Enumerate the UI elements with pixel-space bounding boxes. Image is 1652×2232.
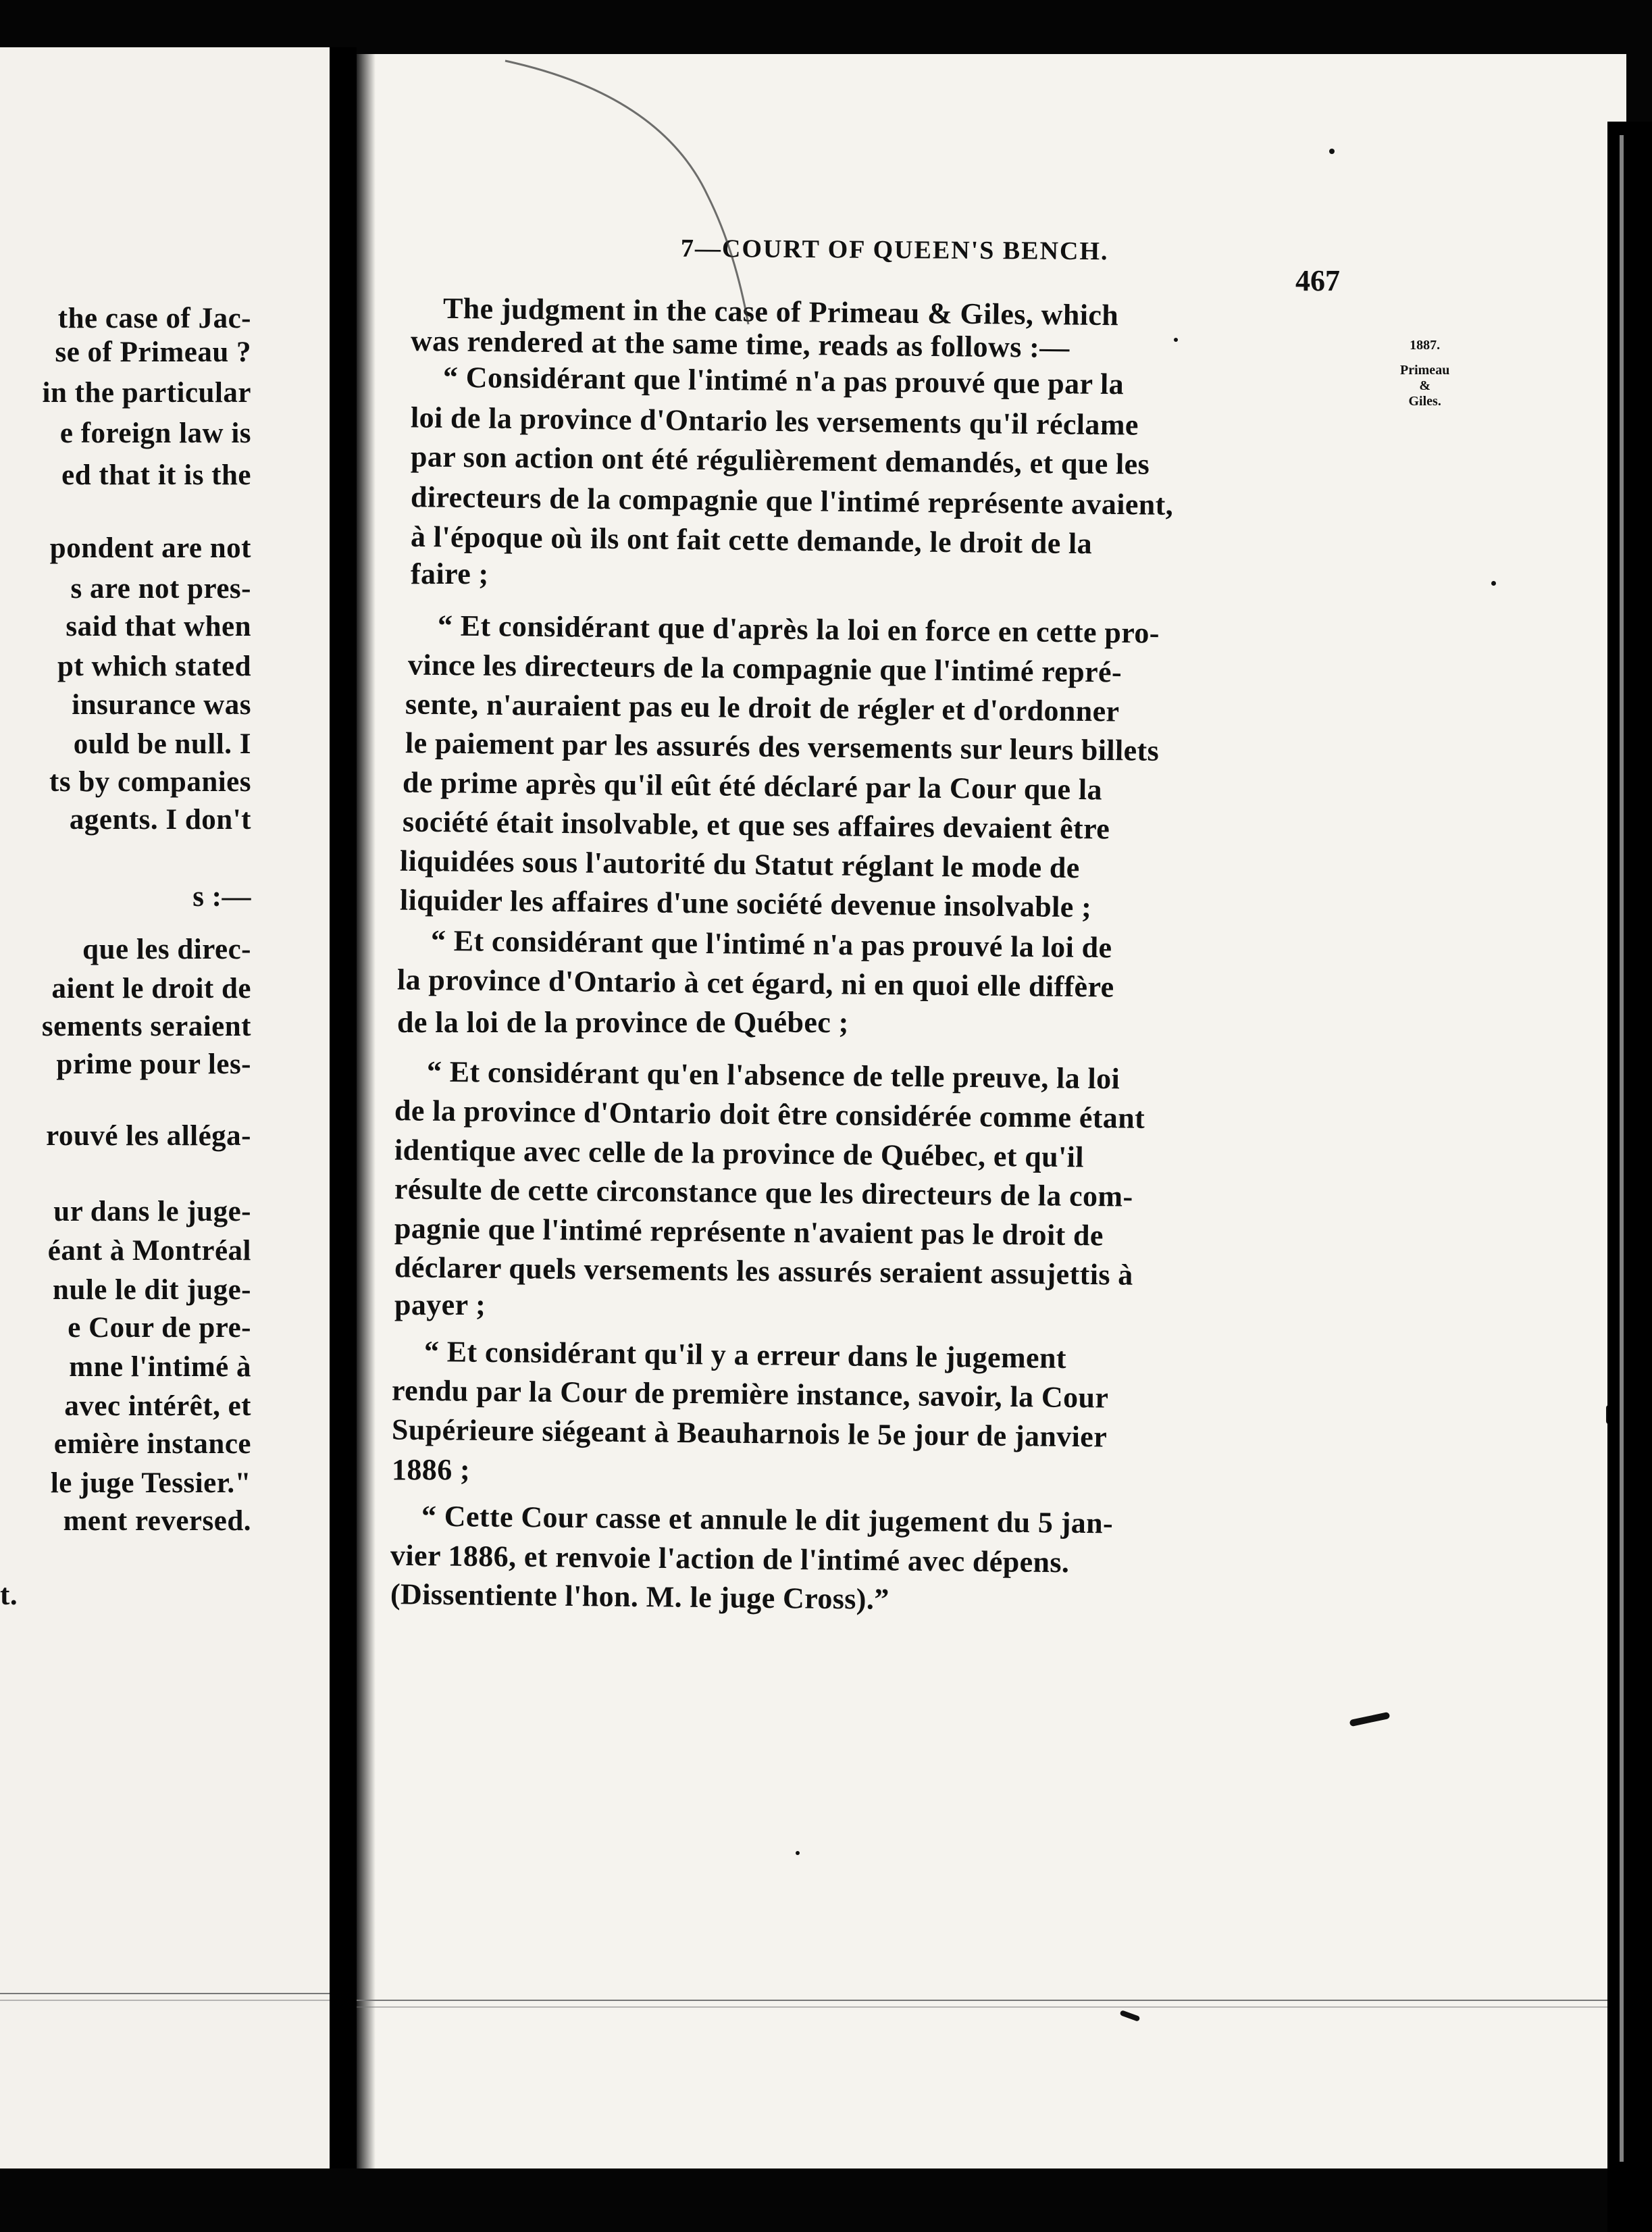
bottom-rule bbox=[357, 2000, 1626, 2001]
body-line: loi de la province d'Ontario les versements qu'il réclame bbox=[410, 401, 1139, 442]
left-line: ts by companies bbox=[49, 766, 251, 798]
left-line: agents. I don't bbox=[69, 804, 251, 836]
bottom-rule bbox=[357, 2006, 1626, 2008]
left-line: insurance was bbox=[72, 689, 251, 721]
body-line: de prime après qu'il eût été déclaré par la Cour que la bbox=[402, 765, 1103, 807]
pencil-stroke bbox=[492, 54, 829, 338]
body-line: de la province d'Ontario doit être considérée comme étant bbox=[394, 1094, 1145, 1135]
body-line: rendu par la Cour de première instance, savoir, la Cour bbox=[391, 1373, 1109, 1415]
left-line: the case of Jac- bbox=[57, 303, 251, 334]
scan-speck bbox=[1349, 1712, 1391, 1727]
body-line: société était insolvable, et que ses affaires devaient être bbox=[402, 805, 1110, 846]
body-line: “ Cette Cour casse et annule le dit jugement du 5 jan- bbox=[421, 1499, 1114, 1540]
body-line: “ Et considérant que l'intimé n'a pas prouvé la loi de bbox=[430, 923, 1112, 965]
scan-speck bbox=[1174, 338, 1178, 342]
left-line: se of Primeau ? bbox=[55, 336, 251, 368]
body-line: à l'époque où ils ont fait cette demande, le droit de la bbox=[410, 519, 1093, 561]
gutter bbox=[330, 47, 357, 2168]
body-line: (Dissentiente l'hon. M. le juge Cross).” bbox=[390, 1577, 889, 1616]
scan-speck bbox=[1491, 581, 1496, 586]
left-line: pt which stated bbox=[57, 651, 251, 682]
left-line: prime pour les- bbox=[56, 1048, 251, 1080]
body-line: le paiement par les assurés des versements sur leurs billets bbox=[405, 726, 1160, 767]
running-title: 7—COURT OF QUEEN'S BENCH. bbox=[680, 234, 1109, 266]
left-line: pondent are not bbox=[49, 532, 251, 564]
body-line: sente, n'auraient pas eu le droit de régler et d'ordonner bbox=[405, 687, 1120, 728]
body-line: identique avec celle de la province de Québec, et qu'il bbox=[394, 1133, 1085, 1174]
bottom-rule bbox=[0, 2000, 338, 2001]
left-line: éant à Montréal bbox=[47, 1235, 251, 1267]
left-line: que les direc- bbox=[82, 934, 251, 965]
left-line: rouvé les alléga- bbox=[46, 1120, 251, 1152]
body-line: was rendered at the same time, reads as follows :— bbox=[410, 324, 1070, 365]
left-line: ould be null. I bbox=[73, 728, 251, 760]
left-line: aient le droit de bbox=[51, 973, 251, 1005]
left-line: e foreign law is bbox=[59, 417, 251, 449]
scan-speck bbox=[1120, 2010, 1141, 2022]
body-line: “ Et considérant qu'il y a erreur dans le jugement bbox=[423, 1335, 1067, 1375]
left-line: ment reversed. bbox=[63, 1505, 251, 1537]
left-line: avec intérêt, et bbox=[64, 1390, 251, 1422]
page-edge bbox=[1607, 122, 1652, 2232]
body-line: vince les directeurs de la compagnie que l'intimé repré- bbox=[407, 648, 1122, 689]
body-line: payer ; bbox=[394, 1288, 486, 1321]
body-line: vier 1886, et renvoie l'action de l'intimé avec dépens. bbox=[390, 1538, 1070, 1579]
margin-note-party: Giles. bbox=[1408, 394, 1441, 409]
body-line: directeurs de la compagnie que l'intimé représente avaient, bbox=[410, 480, 1174, 522]
body-line: résulte de cette circonstance que les directeurs de la com- bbox=[394, 1172, 1133, 1213]
left-line: ed that it is the bbox=[61, 459, 251, 491]
body-line: “ Et considérant qu'en l'absence de telle preuve, la loi bbox=[426, 1055, 1120, 1096]
left-line: e Cour de pre- bbox=[68, 1312, 251, 1344]
body-line: déclarer quels versements les assurés seraient assujettis à bbox=[394, 1250, 1133, 1292]
left-line: nule le dit juge- bbox=[53, 1274, 251, 1306]
body-line: 1886 ; bbox=[392, 1453, 471, 1486]
body-line: par son action ont été régulièrement demandés, et que les bbox=[410, 440, 1150, 481]
left-line: emière instance bbox=[53, 1428, 251, 1460]
margin-note-party: Primeau bbox=[1400, 363, 1450, 378]
body-line: “ Considérant que l'intimé n'a pas prouvé que par la bbox=[442, 360, 1125, 401]
scan-speck bbox=[796, 1851, 800, 1855]
margin-note-ampersand: & bbox=[1419, 378, 1430, 393]
left-line: s are not pres- bbox=[70, 573, 251, 605]
left-line: said that when bbox=[66, 611, 251, 642]
body-line: pagnie que l'intimé représente n'avaient pas le droit de bbox=[394, 1211, 1104, 1252]
margin-note bbox=[1400, 338, 1449, 409]
left-page-fragment bbox=[0, 47, 338, 2168]
left-line: sements seraient bbox=[41, 1011, 251, 1042]
left-line: t. bbox=[0, 1579, 18, 1611]
right-page bbox=[357, 54, 1626, 2168]
scan-speck bbox=[1329, 149, 1335, 154]
left-line: in the particular bbox=[42, 377, 251, 409]
body-line: The judgment in the case of Primeau & Giles, which bbox=[442, 291, 1119, 332]
left-line: s :— bbox=[192, 881, 251, 913]
body-line: liquidées sous l'autorité du Statut réglant le mode de bbox=[399, 844, 1080, 885]
page-number: 467 bbox=[1295, 264, 1340, 297]
body-line: liquider les affaires d'une société devenue insolvable ; bbox=[399, 883, 1092, 924]
page-edge-line bbox=[1620, 135, 1624, 2162]
body-line: de la loi de la province de Québec ; bbox=[397, 1006, 849, 1039]
body-line: Supérieure siégeant à Beauharnois le 5e jour de janvier bbox=[391, 1413, 1108, 1454]
margin-note-year: 1887. bbox=[1410, 338, 1441, 353]
left-line: ur dans le juge- bbox=[53, 1196, 251, 1227]
body-line: “ Et considérant que d'après la loi en force en cette pro- bbox=[437, 609, 1160, 650]
body-line: la province d'Ontario à cet égard, ni en quoi elle diffère bbox=[396, 963, 1114, 1004]
left-line: le juge Tessier." bbox=[50, 1467, 251, 1499]
body-line: faire ; bbox=[411, 557, 489, 590]
bottom-rule bbox=[0, 1993, 338, 1994]
left-line: mne l'intimé à bbox=[69, 1351, 251, 1383]
spine-shadow bbox=[357, 54, 376, 2168]
